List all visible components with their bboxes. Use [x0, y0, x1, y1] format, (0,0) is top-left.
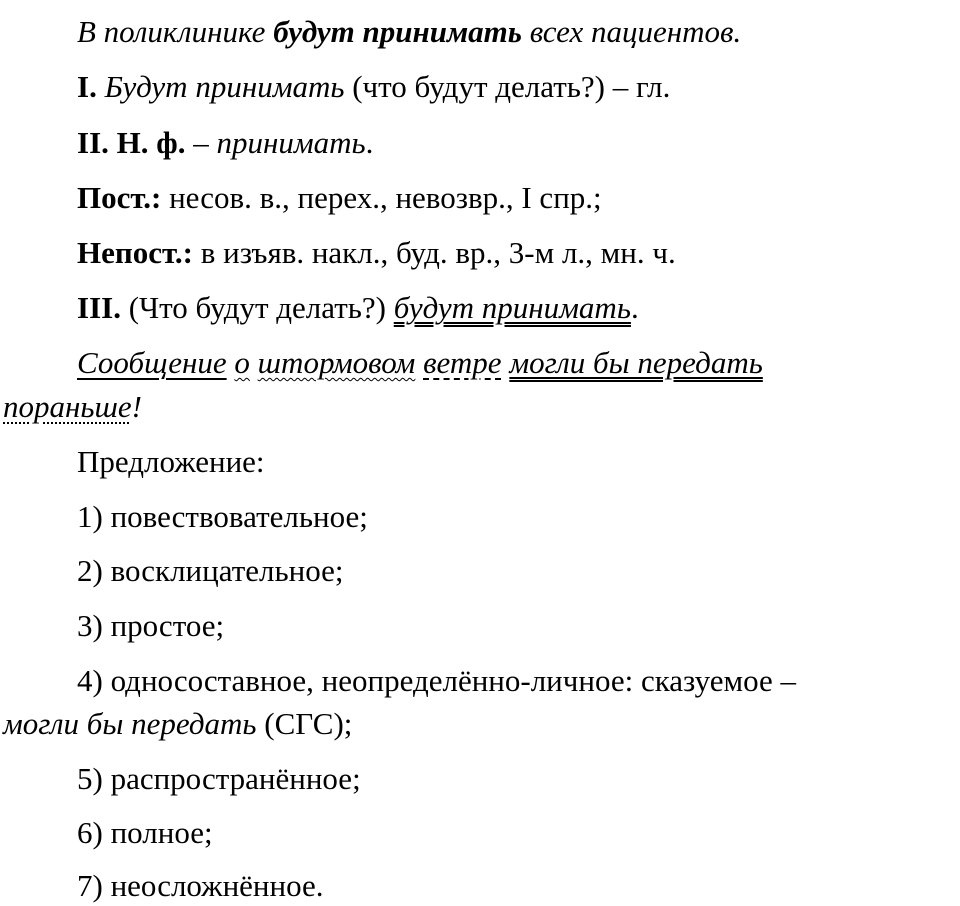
list-item [77, 551, 343, 591]
exclamation-mark: ! [131, 389, 142, 424]
sentence-2-line-2 [3, 387, 142, 427]
part-1-text: (что будут делать?) – гл. [344, 69, 671, 104]
constant-features [77, 178, 602, 218]
example-sentence [77, 12, 741, 52]
sentence-heading [77, 442, 265, 482]
attribute-word: штормовом [257, 345, 416, 380]
constant-label: Пост.: [77, 180, 162, 215]
item-4-text: 4) односоставное, неопределённо-личное: сказуемое – [77, 663, 797, 698]
list-item [77, 497, 368, 537]
list-item-continuation [3, 704, 352, 744]
item-5-text: 5) распространённое; [77, 761, 361, 796]
list-item [77, 866, 324, 906]
list-item [77, 606, 224, 646]
analysis-part-3 [77, 288, 639, 328]
sentence-start: В поликлинике [77, 14, 274, 49]
list-item [77, 661, 796, 701]
item-4-rest: (СГС); [256, 706, 353, 741]
variable-label: Непост.: [77, 235, 193, 270]
heading-text: Предложение: [77, 444, 265, 479]
part-1-label: I. [77, 69, 97, 104]
item-1-text: 1) повествовательное; [77, 499, 368, 534]
analysis-part-1 [77, 67, 670, 107]
variable-text: в изъяв. накл., буд. вр., 3-м л., мн. ч. [192, 235, 676, 270]
part-3-question: (Что будут делать?) [120, 290, 394, 325]
circumstance-word: пораньше [3, 389, 132, 424]
variable-features [77, 233, 676, 273]
analysis-part-2 [77, 123, 373, 163]
sentence-2-line-1 [77, 343, 763, 383]
sentence-verb: будут принимать [273, 14, 522, 49]
part-2-dash: – [185, 125, 217, 160]
part-3-answer: будут принимать [393, 290, 631, 325]
preposition-word: о [234, 345, 250, 380]
part-1-word: Будут принимать [104, 69, 345, 104]
part-3-end: . [630, 290, 639, 325]
part-2-label: II. Н. ф. [77, 125, 186, 160]
item-3-text: 3) простое; [77, 608, 225, 643]
item-4-predicate: могли бы передать [3, 706, 257, 741]
part-2-end: . [365, 125, 374, 160]
constant-text: несов. в., перех., невозвр., I спр.; [161, 180, 602, 215]
sentence-end: всех пациентов. [521, 14, 742, 49]
object-word: ветре [423, 345, 502, 380]
initial-form: принимать [216, 125, 366, 160]
item-2-text: 2) восклицательное; [77, 553, 344, 588]
list-item [77, 759, 361, 799]
list-item [77, 813, 213, 853]
predicate-words: могли бы передать [509, 345, 763, 380]
subject-word: Сообщение [77, 345, 227, 380]
item-7-text: 7) неосложнённое. [77, 868, 324, 903]
part-3-label: III. [77, 290, 121, 325]
item-6-text: 6) полное; [77, 815, 213, 850]
